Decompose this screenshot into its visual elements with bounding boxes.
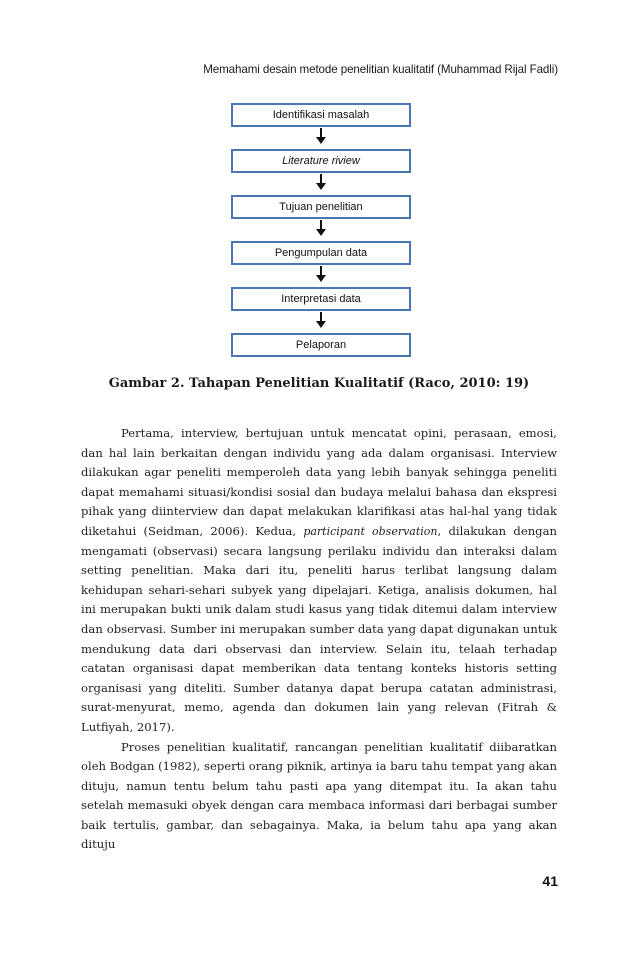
paragraph-1: [81, 424, 557, 738]
flow-step-research-objective: Tujuan penelitian: [231, 195, 411, 219]
figure-caption: Gambar 2. Tahapan Penelitian Kualitatif (Raco, 2010: 19): [108, 376, 530, 391]
flow-step-problem-identification: Identifikasi masalah: [231, 103, 411, 127]
flow-arrow-down-icon: [315, 174, 327, 191]
page-number: 41: [542, 873, 558, 889]
flow-step-data-interpretation: Interpretasi data: [231, 287, 411, 311]
body-text: [81, 424, 557, 855]
flow-step-data-collection: Pengumpulan data: [231, 241, 411, 265]
paragraph-2: Proses penelitian kualitatif, rancangan penelitian kualitatif diibaratkan oleh Bodgan (1982), seperti orang piknik, artinya ia baru tahu tempat yang akan dituju, namun tentu belum tahu pasti apa yang ditempat itu. Ia akan tahu setelah memasuki obyek dengan cara membaca informasi dari berbagai sumber baik tertulis, gambar, dan sebagainya. Maka, ia belum tahu apa yang akan dituju: [81, 739, 557, 852]
flow-arrow-down-icon: [315, 220, 327, 237]
flow-step-literature-review: Literature riview: [231, 149, 411, 173]
flow-arrow-down-icon: [315, 128, 327, 145]
flow-arrow-down-icon: [315, 312, 327, 329]
paragraph-1-start: Pertama, interview, bertujuan untuk mencatat opini, perasaan, emosi, dan hal lain berkaitan dengan individu yang ada dalam organisasi. Interview dilakukan agar peneliti memperoleh data yang lebih banyak sehingga peneliti dapat memahami situasi/kondisi sosial dan budaya melalui bahasa dan ekspresi pihak yang diinterview dan dapat melakukan klarifikasi atas hal-hal yang tidak diketahui (Seidman, 2006). Kedua,: [81, 426, 557, 538]
running-header: Memahami desain metode penelitian kualitatif (Muhammad Rijal Fadli): [203, 63, 558, 76]
paragraph-1-end: , dilakukan dengan mengamati (observasi) secara langsung perilaku individu dan interaksi dalam setting penelitian. Maka dari itu, peneliti harus terlibat langsung dalam kehidupan sehari-sehari subyek yang dipelajari. Ketiga, analisis dokumen, hal ini merupakan bukti unik dalam studi kasus yang tidak ditemui dalam interview dan observasi. Sumber ini merupakan sumber data yang dapat digunakan untuk mendukung data dari observasi dan interview. Selain itu, telaah terhadap catatan organisasi dapat memberikan data tentang konteks historis setting organisasi yang diteliti. Sumber datanya dapat berupa catatan administrasi, surat-menyurat, memo, agenda dan dokumen lain yang relevan (Fitrah & Lutfiyah, 2017).: [81, 523, 557, 734]
flow-arrow-down-icon: [315, 266, 327, 283]
flow-step-reporting: Pelaporan: [231, 333, 411, 357]
paragraph-1-italic-term: participant observation: [303, 524, 438, 538]
